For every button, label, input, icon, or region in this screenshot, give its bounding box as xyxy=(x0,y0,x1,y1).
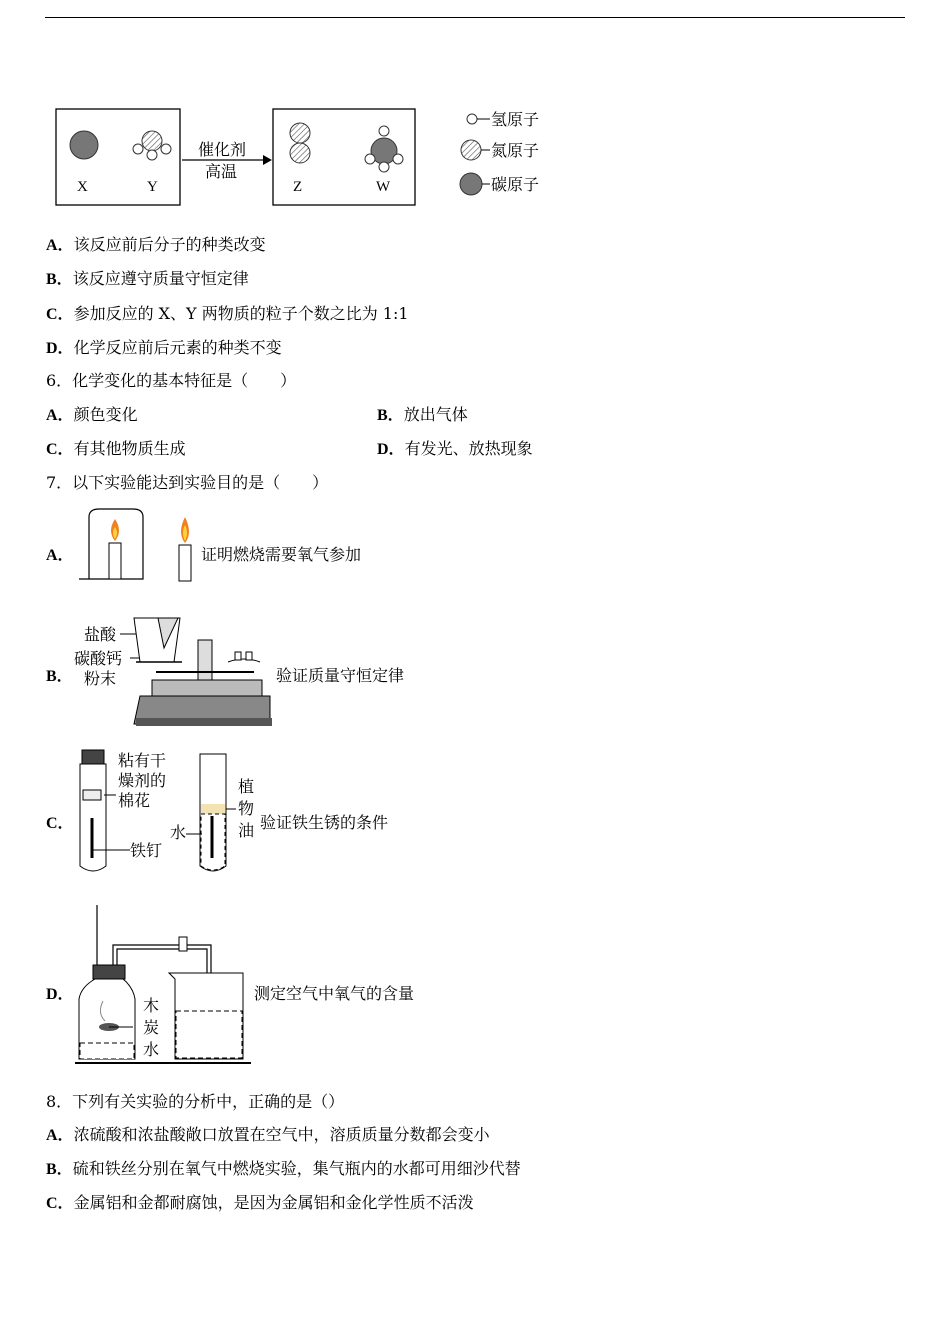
reaction-diagram xyxy=(50,95,570,215)
option-label: C． xyxy=(46,1195,74,1212)
high-temp-label: 高温 xyxy=(205,162,238,181)
option-label: A． xyxy=(46,1127,74,1144)
x-label: X xyxy=(77,179,88,195)
option-text: 金属铝和金都耐腐蚀，是因为金属铝和金化学性质不活泼 xyxy=(73,1193,474,1212)
q7-option-c-text: 验证铁生锈的条件 xyxy=(260,813,389,832)
q7-option-a-label xyxy=(46,545,74,566)
option-text: 该反应遵守质量守恒定律 xyxy=(72,269,249,288)
q7-option-a-text: 证明燃烧需要氧气参加 xyxy=(201,545,362,564)
header-rule xyxy=(45,17,905,18)
option-label: A． xyxy=(46,407,74,424)
q5-option-b xyxy=(46,269,249,290)
option-label: B． xyxy=(46,271,73,288)
veg-oil-label-3: 油 xyxy=(238,821,255,840)
iron-nail-label: 铁钉 xyxy=(130,841,163,860)
option-label: B． xyxy=(377,407,404,424)
option-text: 有发光、放热现象 xyxy=(404,439,533,458)
candle-experiment-figure xyxy=(75,505,205,587)
option-text: 该反应前后分子的种类改变 xyxy=(73,235,266,254)
q7-option-c-label xyxy=(46,813,74,834)
option-text: 参加反应的 X、Y 两物质的粒子个数之比为 1:1 xyxy=(73,304,409,323)
q5-option-d xyxy=(46,338,282,359)
calcium-carbonate-label: 碳酸钙 xyxy=(74,649,123,668)
option-label: D． xyxy=(46,340,74,357)
dry-cotton-label-2: 燥剂的 xyxy=(118,771,167,790)
veg-oil-label-1: 植 xyxy=(238,777,255,796)
charcoal-label-1: 木 xyxy=(143,996,160,1015)
w-label: W xyxy=(376,179,391,195)
dry-cotton-label-3: 棉花 xyxy=(118,791,151,810)
option-label: C． xyxy=(46,306,74,323)
q8-option-a xyxy=(46,1125,490,1146)
option-text: 颜色变化 xyxy=(73,405,138,424)
q6-option-d xyxy=(377,439,533,460)
legend-nitrogen: 氮原子 xyxy=(491,141,540,160)
q6-stem: 6．化学变化的基本特征是（ ） xyxy=(46,371,297,390)
water-label: 水 xyxy=(143,1040,160,1059)
option-text: 有其他物质生成 xyxy=(73,439,186,458)
q8-option-b xyxy=(46,1159,521,1180)
q7-stem: 7．以下实验能达到实验目的是（ ） xyxy=(46,473,329,492)
q6-option-a xyxy=(46,405,138,426)
hydrochloric-acid-label: 盐酸 xyxy=(84,625,117,644)
option-label: B． xyxy=(46,1161,73,1178)
water-label: 水 xyxy=(170,823,187,842)
option-label: C． xyxy=(46,441,74,458)
z-label: Z xyxy=(293,179,303,195)
option-label: A． xyxy=(46,547,74,564)
q5-option-a xyxy=(46,235,266,256)
q7-option-b-label xyxy=(46,666,73,687)
option-label: C． xyxy=(46,815,74,832)
option-text: 化学反应前后元素的种类不变 xyxy=(73,338,282,357)
option-text: 浓硫酸和浓盐酸敞口放置在空气中，溶质质量分数都会变小 xyxy=(73,1125,490,1144)
powder-label: 粉末 xyxy=(84,669,117,688)
catalyst-label: 催化剂 xyxy=(198,140,247,159)
q5-option-c xyxy=(46,304,409,325)
option-text: 放出气体 xyxy=(403,405,468,424)
option-label: A． xyxy=(46,237,74,254)
q8-option-c xyxy=(46,1193,474,1214)
option-label: D． xyxy=(377,441,405,458)
ch4-molecule xyxy=(365,126,403,172)
legend xyxy=(460,110,539,195)
balance-figure xyxy=(70,612,275,732)
oxygen-content-figure xyxy=(75,903,255,1068)
carbon-atom xyxy=(70,131,98,159)
charcoal-label-2: 炭 xyxy=(143,1018,160,1037)
option-label: B． xyxy=(46,668,73,685)
legend-carbon: 碳原子 xyxy=(491,175,540,194)
option-label: D． xyxy=(46,986,74,1003)
q6-option-c xyxy=(46,439,186,460)
n2-molecule xyxy=(290,123,310,163)
q8-stem: 8．下列有关实验的分析中，正确的是（） xyxy=(46,1092,345,1111)
y-label: Y xyxy=(147,179,158,195)
q7-option-d-text: 测定空气中氧气的含量 xyxy=(254,984,415,1003)
legend-hydrogen: 氢原子 xyxy=(491,110,540,129)
nh3-molecule xyxy=(133,131,171,160)
veg-oil-label-2: 物 xyxy=(238,799,255,818)
q7-option-d-label xyxy=(46,984,74,1005)
q6-option-b xyxy=(377,405,468,426)
dry-cotton-label-1: 粘有干 xyxy=(118,751,167,770)
option-text: 硫和铁丝分别在氧气中燃烧实验，集气瓶内的水都可用细沙代替 xyxy=(72,1159,521,1178)
rust-experiment-figure xyxy=(76,748,261,876)
q7-option-b-text: 验证质量守恒定律 xyxy=(276,666,405,685)
